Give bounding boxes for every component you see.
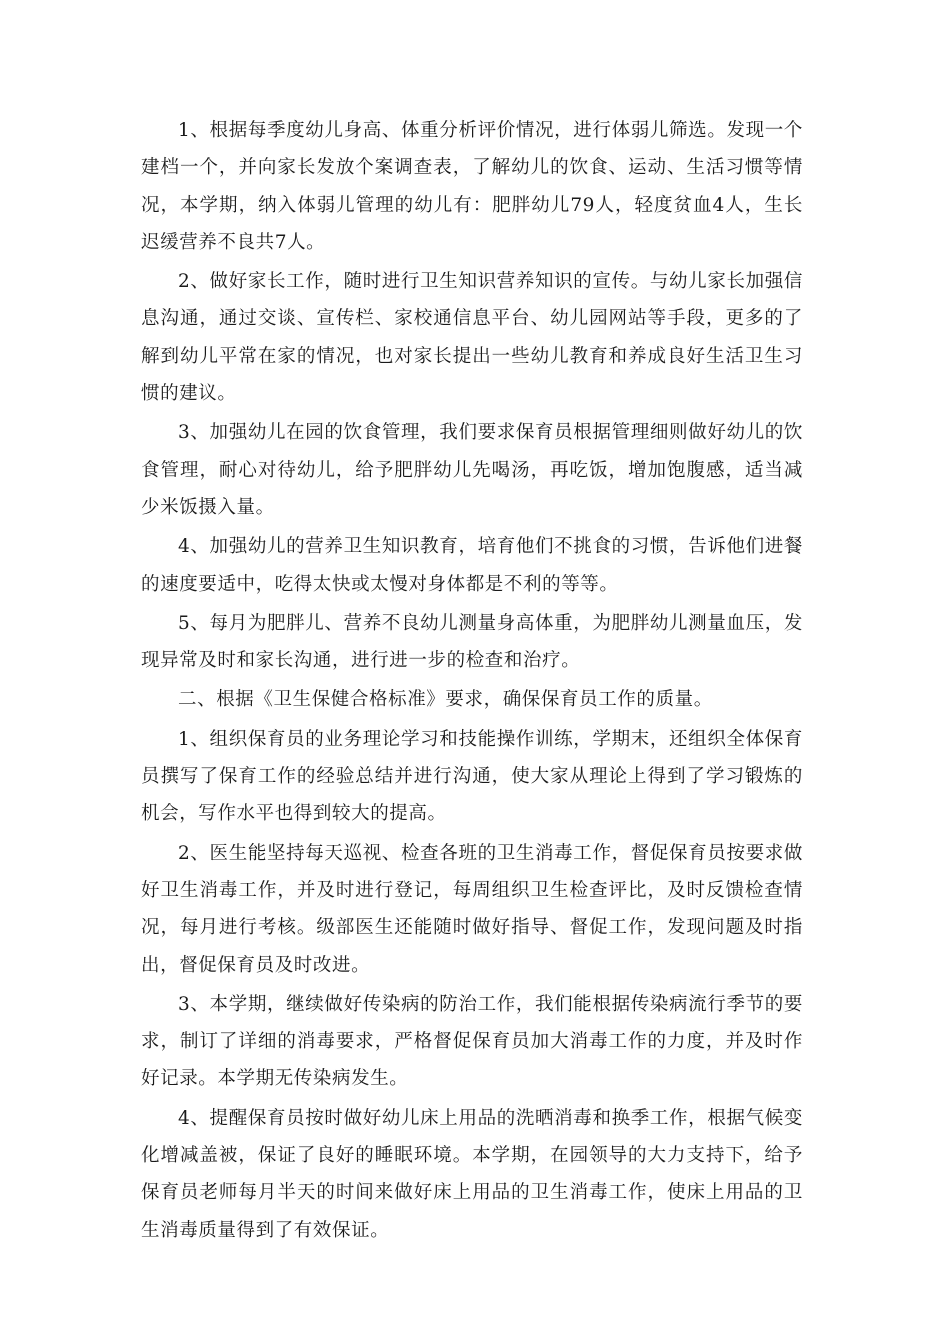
paragraph-7: 2、医生能坚持每天巡视、检查各班的卫生消毒工作，督促保育员按要求做好卫生消毒工作，并及时进行登记，每周组织卫生检查评比，及时反馈检查情况，每月进行考核。级部医生还能随时做好指导、督促工作，发现问题及时指出，督促保育员及时改进。	[141, 842, 803, 976]
paragraph-1: 1、根据每季度幼儿身高、体重分析评价情况，进行体弱儿筛选。发现一个建档一个，并向家长发放个案调查表，了解幼儿的饮食、运动、生活习惯等情况，本学期，纳入体弱儿管理的幼儿有：肥胖幼儿79人，轻度贫血4人，生长迟缓营养不良共7人。	[141, 120, 803, 253]
paragraph-8: 3、本学期，继续做好传染病的防治工作，我们能根据传染病流行季节的要求，制订了详细的消毒要求，严格督促保育员加大消毒工作的力度，并及时作好记录。本学期无传染病发生。	[141, 993, 803, 1090]
paragraph-3: 3、加强幼儿在园的饮食管理，我们要求保育员根据管理细则做好幼儿的饮食管理，耐心对待幼儿，给予肥胖幼儿先喝汤，再吃饭，增加饱腹感，适当减少米饭摄入量。	[141, 422, 803, 518]
section-heading-2: 二、根据《卫生保健合格标准》要求，确保保育员工作的质量。	[178, 689, 713, 711]
paragraph-5: 5、每月为肥胖儿、营养不良幼儿测量身高体重，为肥胖幼儿测量血压，发现异常及时和家长沟通，进行进一步的检查和治疗。	[141, 612, 803, 672]
paragraph-6: 1、组织保育员的业务理论学习和技能操作训练，学期末，还组织全体保育员撰写了保育工作的经验总结并进行沟通，使大家从理论上得到了学习锻炼的机会，写作水平也得到较大的提高。	[141, 728, 803, 825]
paragraph-2: 2、做好家长工作，随时进行卫生知识营养知识的宣传。与幼儿家长加强信息沟通，通过交谈、宣传栏、家校通信息平台、幼儿园网站等手段，更多的了解到幼儿平常在家的情况，也对家长提出一些幼儿教育和养成良好生活卫生习惯的建议。	[141, 271, 803, 405]
document-body	[141, 112, 803, 1251]
paragraph-4: 4、加强幼儿的营养卫生知识教育，培育他们不挑食的习惯，告诉他们进餐的速度要适中，吃得太快或太慢对身体都是不利的等等。	[141, 536, 803, 595]
paragraph-9: 4、提醒保育员按时做好幼儿床上用品的洗晒消毒和换季工作，根据气候变化增减盖被，保证了良好的睡眠环境。本学期，在园领导的大力支持下，给予保育员老师每月半天的时间来做好床上用品的卫生消毒工作，使床上用品的卫生消毒质量得到了有效保证。	[141, 1107, 803, 1241]
